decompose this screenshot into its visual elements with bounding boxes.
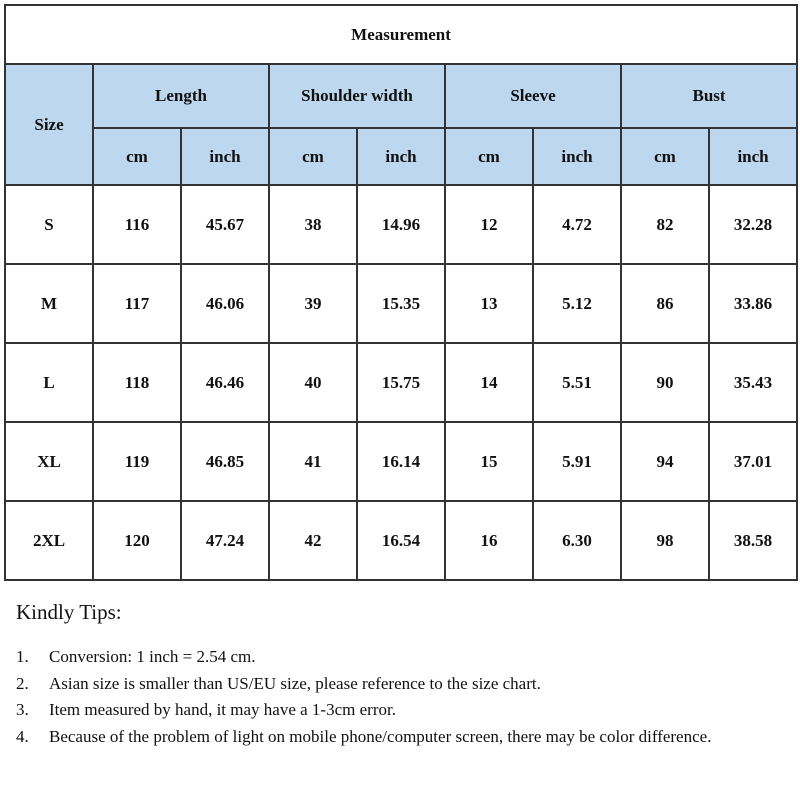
value-cell: 5.12 [533,264,621,343]
value-cell: 33.86 [709,264,797,343]
header-row-units [5,128,797,185]
value-cell: 16 [445,501,533,580]
header-unit: inch [357,128,445,185]
chart-title: Measurement [5,5,797,64]
value-cell: 5.51 [533,343,621,422]
value-cell: 82 [621,185,709,264]
value-cell: 16.54 [357,501,445,580]
value-cell: 118 [93,343,181,422]
size-chart-table [4,4,798,581]
header-sleeve: Sleeve [445,64,621,128]
header-length: Length [93,64,269,128]
tip-item [16,697,796,724]
value-cell: 16.14 [357,422,445,501]
value-cell: 116 [93,185,181,264]
header-unit: inch [181,128,269,185]
table-row [5,343,797,422]
header-row-groups [5,64,797,128]
value-cell: 90 [621,343,709,422]
value-cell: 46.85 [181,422,269,501]
tip-text: Item measured by hand, it may have a 1-3cm error. [49,700,396,719]
value-cell: 45.67 [181,185,269,264]
tip-item [16,671,796,698]
size-cell: XL [5,422,93,501]
value-cell: 14 [445,343,533,422]
header-bust: Bust [621,64,797,128]
value-cell: 98 [621,501,709,580]
value-cell: 47.24 [181,501,269,580]
tip-item [16,644,796,671]
value-cell: 120 [93,501,181,580]
tip-number: 2. [16,673,29,693]
tip-number: 1. [16,647,29,666]
table-row [5,264,797,343]
table-row [5,185,797,264]
value-cell: 39 [269,264,357,343]
value-cell: 41 [269,422,357,501]
tip-text: Conversion: 1 inch = 2.54 cm. [49,647,256,666]
value-cell: 6.30 [533,501,621,580]
table-row [5,501,797,580]
header-unit: cm [621,128,709,185]
value-cell: 119 [93,422,181,501]
header-size: Size [5,64,93,185]
value-cell: 46.06 [181,264,269,343]
value-cell: 37.01 [709,422,797,501]
tip-number: 4. [16,726,29,746]
size-cell: S [5,185,93,264]
value-cell: 94 [621,422,709,501]
tips-list [16,644,796,750]
header-shoulder-width: Shoulder width [269,64,445,128]
size-cell: 2XL [5,501,93,580]
value-cell: 14.96 [357,185,445,264]
value-cell: 42 [269,501,357,580]
value-cell: 5.91 [533,422,621,501]
size-cell: L [5,343,93,422]
value-cell: 4.72 [533,185,621,264]
tip-item [16,724,796,751]
header-unit: inch [533,128,621,185]
header-unit: cm [445,128,533,185]
tip-text: Asian size is smaller than US/EU size, please reference to the size chart. [49,673,541,693]
value-cell: 15.35 [357,264,445,343]
value-cell: 15.75 [357,343,445,422]
value-cell: 15 [445,422,533,501]
value-cell: 117 [93,264,181,343]
header-unit: cm [269,128,357,185]
size-cell: M [5,264,93,343]
value-cell: 38 [269,185,357,264]
tip-number: 3. [16,700,29,719]
value-cell: 12 [445,185,533,264]
value-cell: 35.43 [709,343,797,422]
tip-text: Because of the problem of light on mobile phone/computer screen, there may be color difference. [49,726,712,746]
value-cell: 32.28 [709,185,797,264]
header-unit: cm [93,128,181,185]
value-cell: 40 [269,343,357,422]
value-cell: 38.58 [709,501,797,580]
value-cell: 46.46 [181,343,269,422]
tips-title: Kindly Tips: [16,600,122,624]
value-cell: 13 [445,264,533,343]
header-unit: inch [709,128,797,185]
table-row [5,422,797,501]
value-cell: 86 [621,264,709,343]
